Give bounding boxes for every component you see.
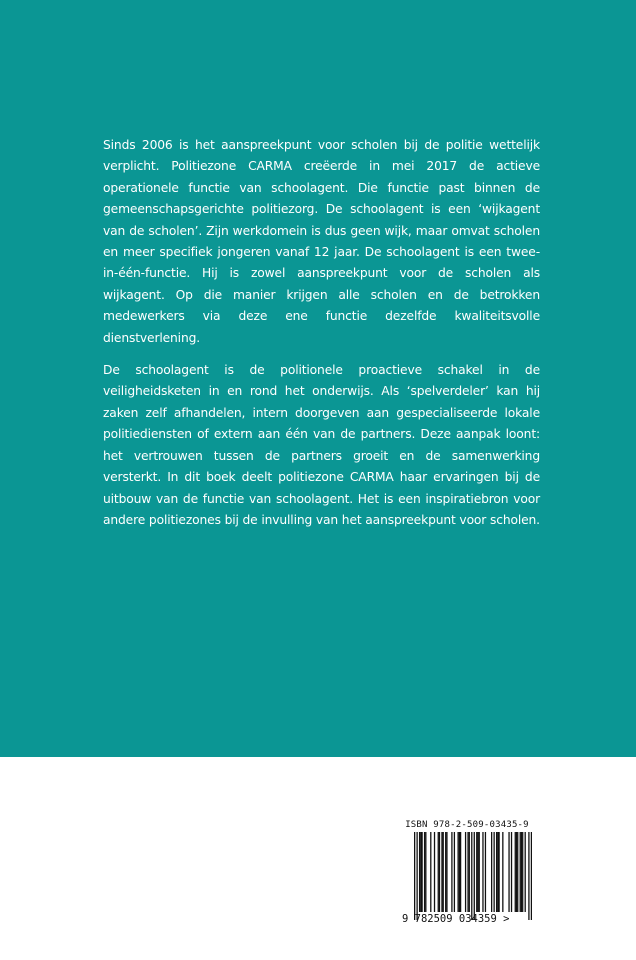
barcode-bar — [521, 832, 522, 912]
barcode-bar — [476, 832, 477, 912]
barcode-bar — [451, 832, 452, 912]
blurb-paragraph-1: Sinds 2006 is het aanspreekpunt voor scholen bij de politie wettelijk verplicht. Politiezone CARMA creëerde in mei 2017 de actieve operationele functie van schoolagent. Die functie past binnen de gemeenschapsgerichte politiezorg. De schoolagent is een ‘wijkagent van de scholen’. Zijn werkdomein is dus geen wijk, maar omvat scholen en meer specifiek jongeren vanaf 12 jaar. De schoolagent is een twee-in-één-functie. Hij is zowel aanspreekpunt voor de scholen als wijkagent. Op die manier krijgen alle scholen en de betrokken medewerkers via deze ene functie dezelfde kwaliteitsvolle dienstverlening. — [103, 138, 540, 345]
barcode-bar — [531, 832, 532, 920]
barcode-bar — [493, 832, 494, 912]
barcode-bar — [497, 832, 498, 912]
isbn-barcode — [402, 820, 532, 925]
barcode-digits: 9 782509 034359 > — [402, 913, 510, 925]
barcode-bar — [445, 832, 446, 912]
barcode-bar — [528, 832, 529, 920]
barcode-bar — [441, 832, 442, 912]
barcode-bar — [446, 832, 447, 912]
barcode-bar — [420, 832, 421, 912]
blurb-paragraph-2: De schoolagent is de politionele proactieve schakel in de veiligheidsketen in en rond het onderwijs. Als ‘spelverdeler’ kan hij zaken zelf afhandelen, intern doorgeven aan gespecialiseerde lokale politiediensten of extern aan één van de partners. Deze aanpak loont: het vertrouwen tussen de partners groeit en de samenwerking versterkt. In dit boek deelt politiezone CARMA haar ervaringen bij de uitbouw van de functie van schoolagent. Het is een inspiratiebron voor andere politiezones bij de invulling van het aanspreekpunt voor scholen. — [103, 363, 540, 527]
barcode-bar — [430, 832, 431, 912]
barcode-bar — [438, 832, 439, 912]
barcode-bar — [443, 832, 444, 912]
barcode-bar — [516, 832, 517, 912]
isbn-label: ISBN 978-2-509-03435-9 — [405, 820, 529, 830]
barcode-bar — [477, 832, 478, 912]
barcode-bar — [469, 832, 470, 912]
barcode-bar — [414, 832, 415, 920]
barcode-bar — [434, 832, 435, 912]
barcode-bar — [520, 832, 521, 912]
barcode-bar — [460, 832, 461, 912]
barcode-bar — [424, 832, 425, 912]
barcode-bars — [402, 832, 532, 920]
barcode-bar — [498, 832, 499, 912]
barcode-bar — [459, 832, 460, 912]
barcode-bar — [511, 832, 512, 912]
bottom-white-band — [0, 757, 636, 960]
barcode-bar — [421, 832, 422, 912]
barcode-bar — [496, 832, 497, 912]
barcode-bar — [465, 832, 466, 912]
barcode-bar — [474, 832, 475, 920]
barcode-bar — [471, 832, 472, 920]
barcode-bar — [522, 832, 523, 912]
barcode-bar — [419, 832, 420, 912]
barcode-bar — [525, 832, 526, 912]
barcode-bar — [479, 832, 480, 912]
barcode-bar — [467, 832, 468, 912]
barcode-bar — [508, 832, 509, 912]
barcode-bar — [517, 832, 518, 912]
barcode-bar — [454, 832, 455, 912]
barcode-bar — [457, 832, 458, 912]
barcode-bar — [485, 832, 486, 912]
barcode-bar — [425, 832, 426, 912]
barcode-bar — [482, 832, 483, 912]
barcode-bar — [502, 832, 503, 912]
barcode-bar — [416, 832, 417, 920]
barcode-bar — [515, 832, 516, 912]
back-cover-blurb — [103, 135, 540, 531]
barcode-bar — [439, 832, 440, 912]
barcode-bar — [491, 832, 492, 912]
